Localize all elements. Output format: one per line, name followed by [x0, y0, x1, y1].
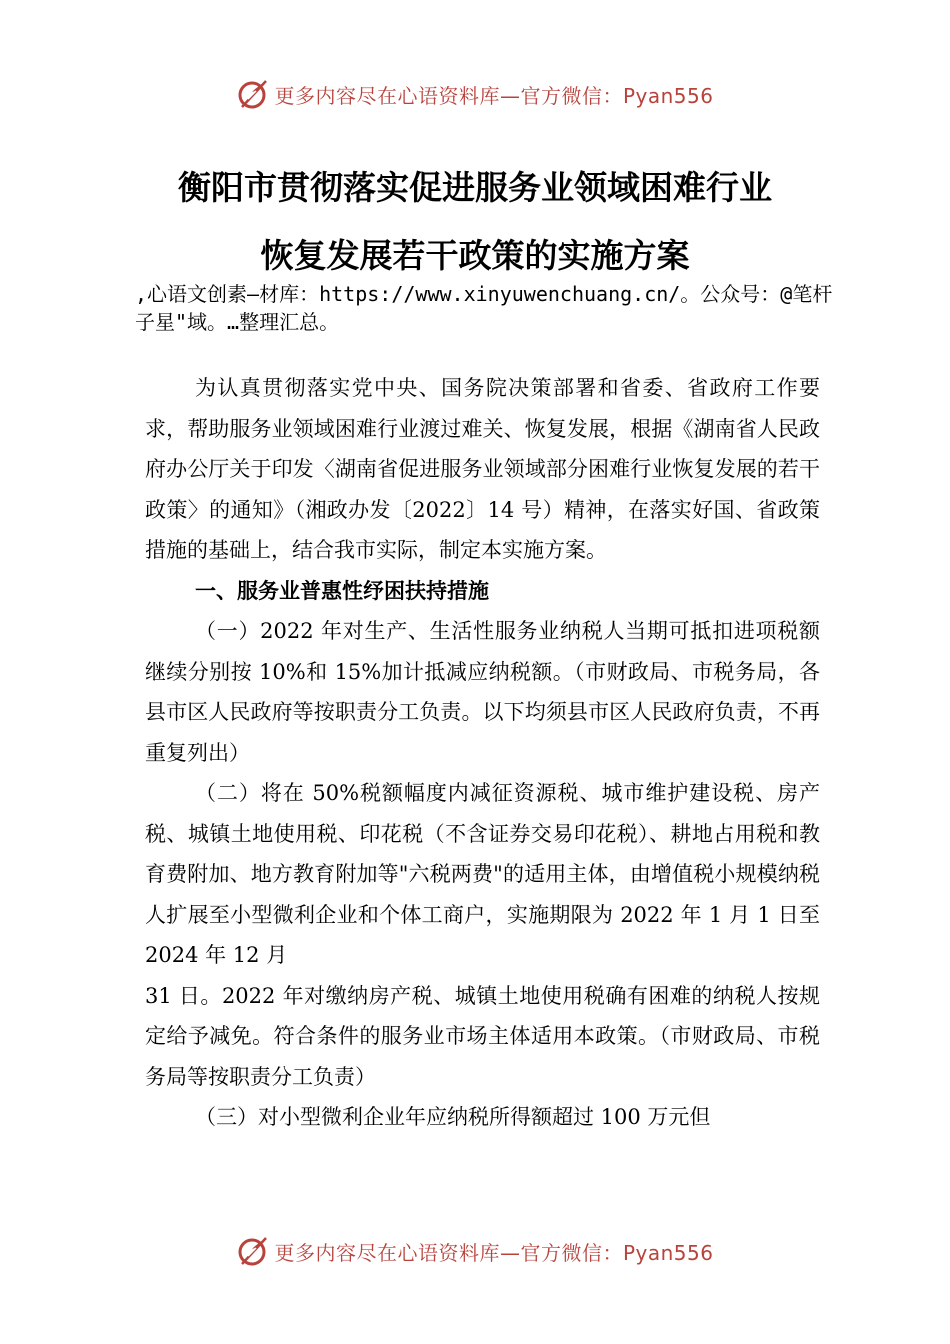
intro-paragraph: 为认真贯彻落实党中央、国务院决策部署和省委、省政府工作要求，帮助服务业领域困难行业渡过难关、恢复发展，根据《湖南省人民政府办公厅关于印发〈湖南省促进服务业领域部分困难行业恢复发展的若干政策〉的通知》（湘政办发〔2022〕14 号）精神，在落实好国、省政策措施的基础上，结合我市实际，制定本实施方案。 [145, 376, 820, 562]
document-title-line2: 恢复发展若干政策的实施方案 [260, 236, 690, 275]
quill-logo-icon [236, 77, 270, 111]
item-3-paragraph: （三）对小型微利企业年应纳税所得额超过 100 万元但 [195, 1105, 711, 1129]
item-2-continuation: 31 日。2022 年对缴纳房产税、城镇土地使用税确有困难的纳税人按规定给予减免。符合条件的服务业市场主体适用本政策。（市财政局、市税务局等按职责分工负责） [145, 983, 820, 1089]
watermark-text: 更多内容尽在心语资料库—官方微信：Pyan556 [274, 83, 714, 108]
section-heading: 一、服务业普惠性纾困扶持措施 [195, 578, 489, 603]
watermark-banner-top [0, 74, 950, 114]
source-note: ,心语文创素—材库：https://www.xinyuwenchuang.cn/。公众号：@笔杆子星"域。…整理汇总。 [135, 282, 833, 334]
watermark-text: 更多内容尽在心语资料库—官方微信：Pyan556 [274, 1240, 714, 1265]
document-body [145, 368, 820, 1138]
quill-logo-icon [236, 1234, 270, 1268]
item-2-paragraph: （二）将在 50%税额幅度内减征资源税、城市维护建设税、房产税、城镇土地使用税、印花税（不含证券交易印花税）、耕地占用税和教育费附加、地方教育附加等"六税两费"的适用主体，由增值税小规模纳税人扩展至小型微利企业和个体工商户，实施期限为 2022 年 1 月 1 日至 2024 年 12 月 [145, 781, 820, 967]
item-1-paragraph: （一）2022 年对生产、生活性服务业纳税人当期可抵扣进项税额继续分别按 10%和 15%加计抵减应纳税额。（市财政局、市税务局，各县市区人民政府等按职责分工负责。以下均须县市区人民政府负责，不再重复列出） [145, 619, 820, 765]
watermark-banner-bottom [0, 1231, 950, 1271]
document-title-line1: 衡阳市贯彻落实促进服务业领域困难行业 [178, 168, 772, 207]
